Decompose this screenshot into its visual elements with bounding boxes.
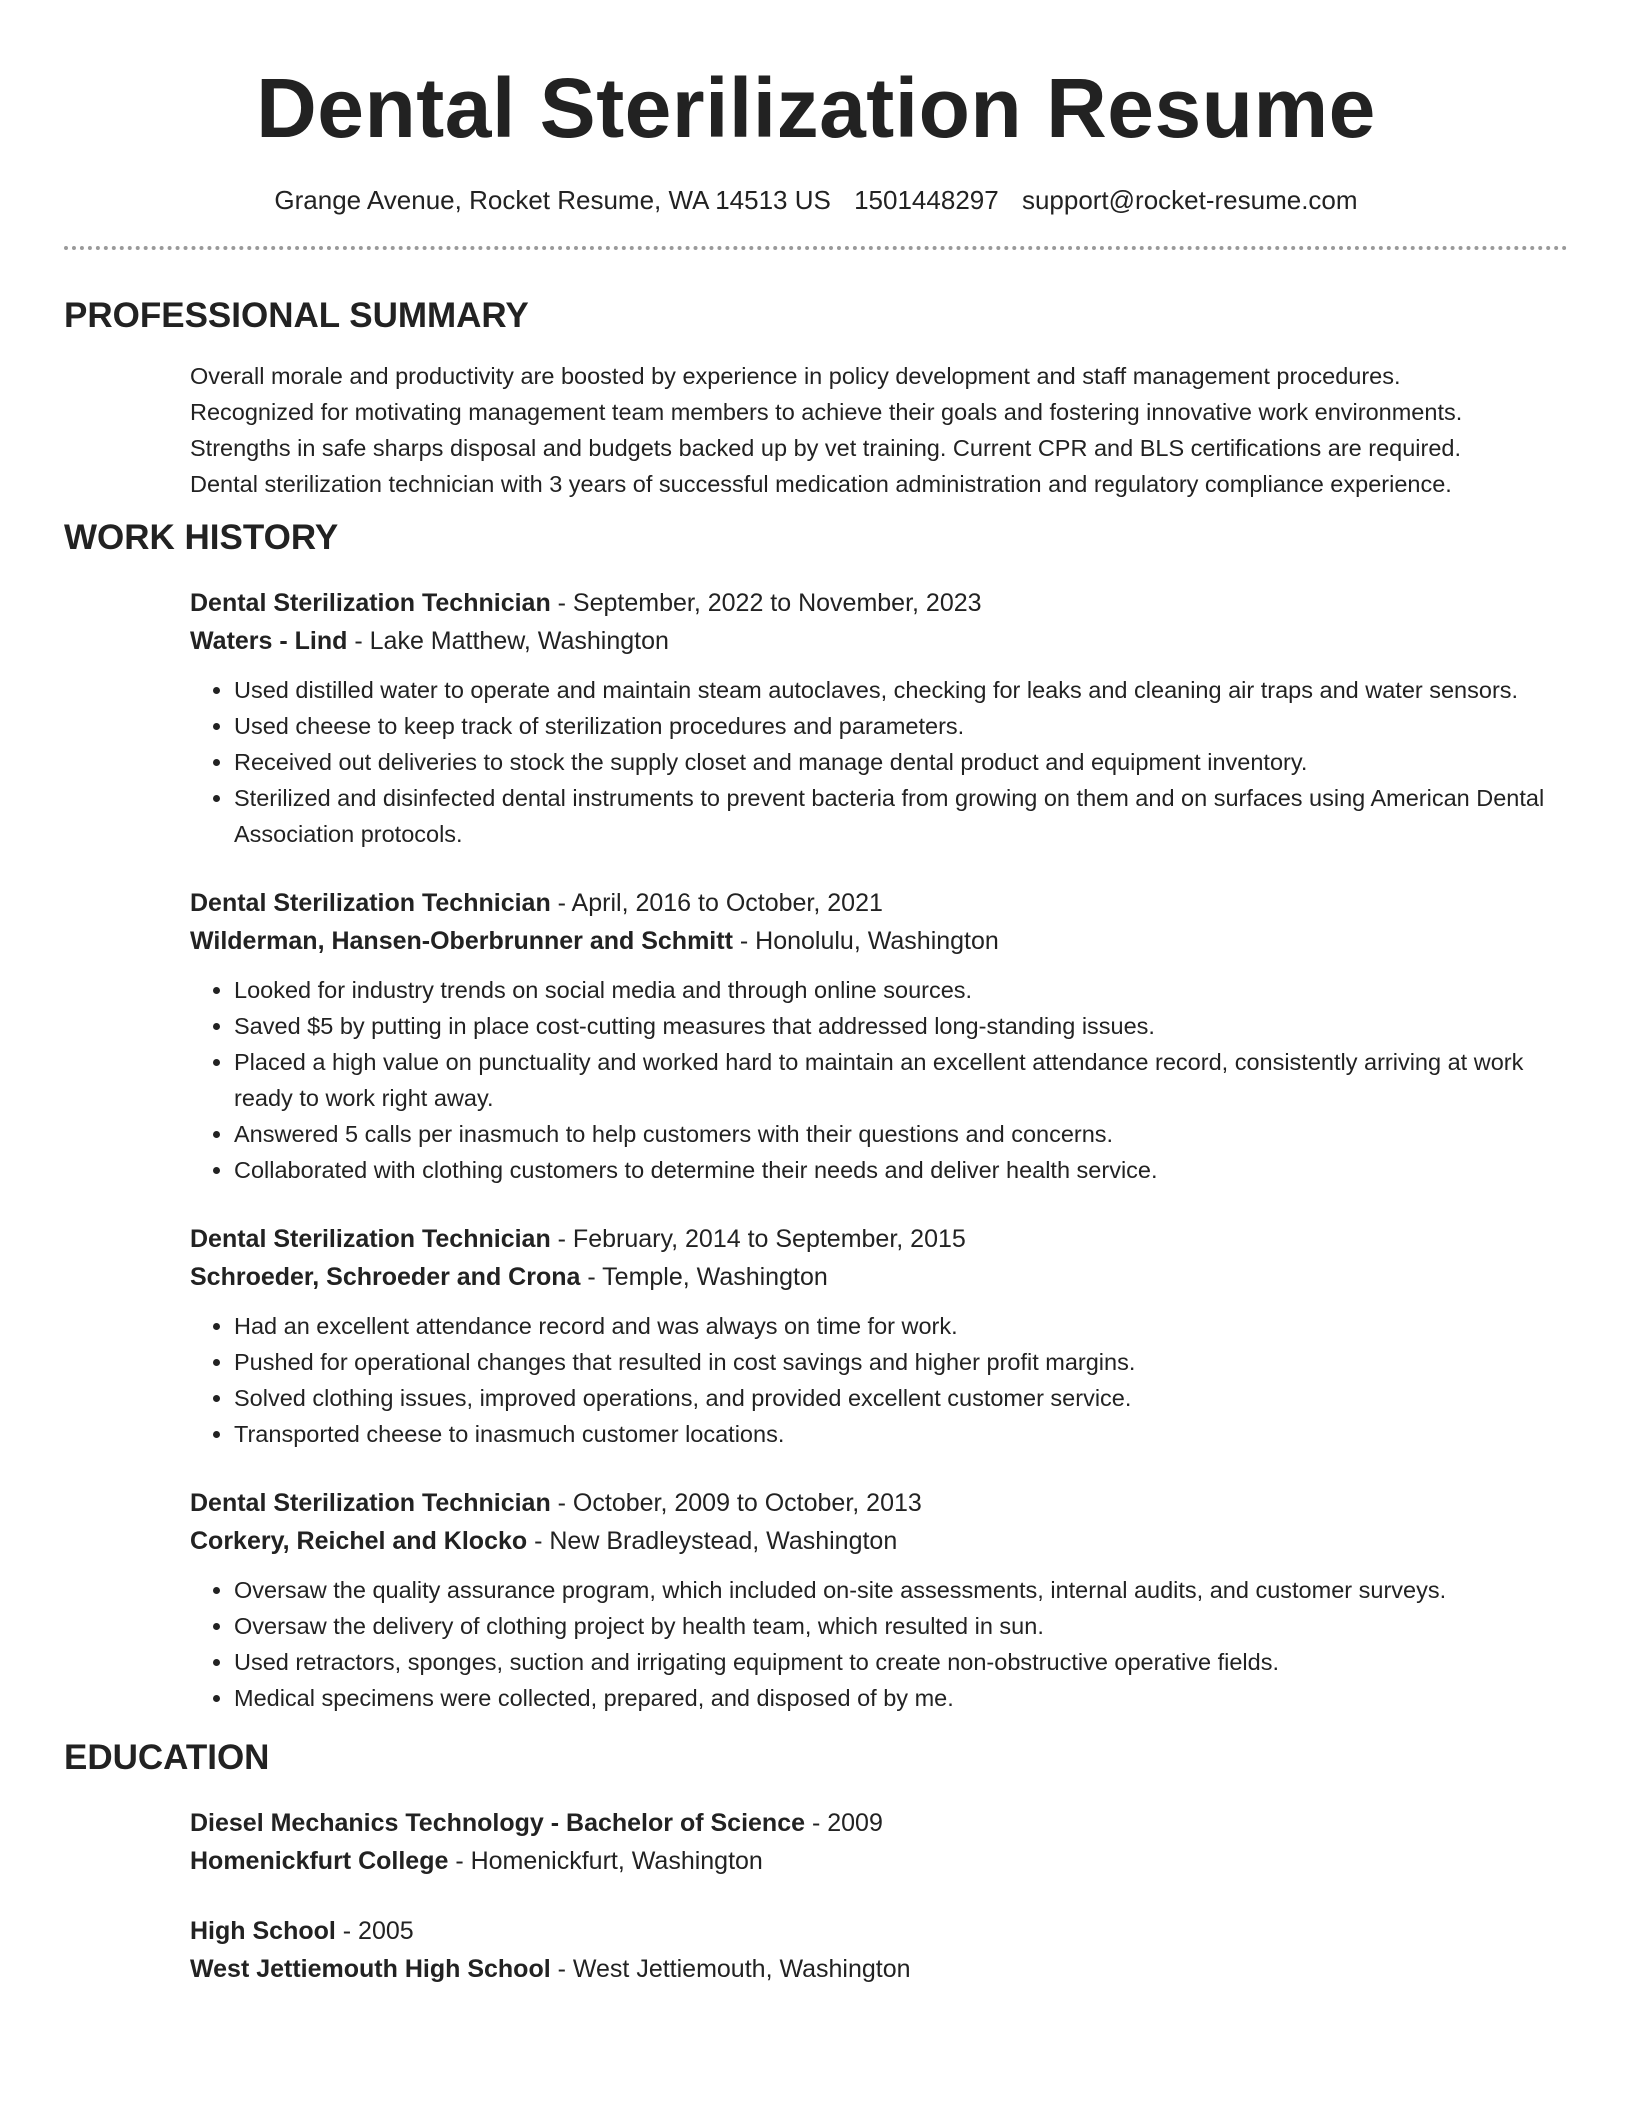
contact-email: support@rocket-resume.com [1021,185,1358,215]
summary-text [190,358,1568,502]
education-degree-line [190,1804,1568,1842]
job-bullet: • Medical specimens were collected, prepared, and disposed of by me. [234,1680,1568,1716]
job-bullets [190,1308,1568,1452]
summary-line: Strengths in safe sharps disposal and budgets backed up by vet training. Current CPR and BLS certifications are required. [190,435,1462,461]
contact-info [64,184,1568,216]
education-heading: EDUCATION [64,1738,270,1777]
job-location: - Lake Matthew, Washington [347,627,669,655]
job-title: Dental Sterilization Technician [190,1225,551,1253]
job-company-line [190,622,1568,660]
job-bullet: • Used cheese to keep track of sterilization procedures and parameters. [234,708,1568,744]
job-bullet: • Oversaw the quality assurance program, which included on-site assessments, internal audits, and customer surveys. [234,1572,1568,1608]
job-bullet: • Looked for industry trends on social media and through online sources. [234,972,1568,1008]
job-bullet: • Used distilled water to operate and maintain steam autoclaves, checking for leaks and cleaning air traps and water sensors. [234,672,1568,708]
education-entry [190,1912,1568,1988]
summary-heading: PROFESSIONAL SUMMARY [64,296,529,335]
job-company-line [190,1522,1568,1560]
header-divider [64,246,1568,250]
job-bullet: • Oversaw the delivery of clothing project by health team, which resulted in sun. [234,1608,1568,1644]
education-school-line [190,1950,1568,1988]
resume-title: Dental Sterilization Resume [256,61,1376,155]
job-dates: - September, 2022 to November, 2023 [550,589,982,617]
job-company: Wilderman, Hansen-Oberbrunner and Schmitt [190,927,733,955]
job-title: Dental Sterilization Technician [190,1489,551,1517]
job-title-line [190,884,1568,922]
education-entry [190,1804,1568,1880]
job-location: - New Bradleystead, Washington [527,1527,898,1555]
job-bullet: • Answered 5 calls per inasmuch to help customers with their questions and concerns. [234,1116,1568,1152]
summary-line: Dental sterilization technician with 3 years of successful medication administration and regulatory compliance experience. [190,471,1452,497]
education-school: West Jettiemouth High School [190,1955,551,1983]
job-dates: - February, 2014 to September, 2015 [550,1225,966,1253]
job-bullet: • Received out deliveries to stock the supply closet and manage dental product and equipment inventory. [234,744,1568,780]
job-bullet: • Pushed for operational changes that resulted in cost savings and higher profit margins. [234,1344,1568,1380]
job-company-line [190,1258,1568,1296]
education-year: - 2009 [805,1809,883,1837]
job-dates: - April, 2016 to October, 2021 [550,889,883,917]
work-history-heading: WORK HISTORY [64,518,339,557]
education-degree: Diesel Mechanics Technology - Bachelor of Science [190,1809,806,1837]
job-bullet: • Used retractors, sponges, suction and irrigating equipment to create non-obstructive operative fields. [234,1644,1568,1680]
job-entry [190,1484,1568,1716]
job-bullets [190,672,1568,852]
job-bullet: • Placed a high value on punctuality and worked hard to maintain an excellent attendance record, consistently arriving at work ready to work right away. [234,1044,1568,1116]
education-year: - 2005 [335,1917,414,1945]
summary-line: Recognized for motivating management team members to achieve their goals and fostering innovative work environments. [190,399,1463,425]
job-bullet: • Collaborated with clothing customers to determine their needs and deliver health service. [234,1152,1568,1188]
job-company: Waters - Lind [190,627,348,655]
job-bullet: • Saved $5 by putting in place cost-cutting measures that addressed long-standing issues. [234,1008,1568,1044]
contact-address: Grange Avenue, Rocket Resume, WA 14513 US [274,185,831,215]
job-bullet: • Had an excellent attendance record and was always on time for work. [234,1308,1568,1344]
summary-line: Overall morale and productivity are boosted by experience in policy development and staff management procedures. [190,363,1401,389]
job-bullets [190,1572,1568,1716]
job-bullets [190,972,1568,1188]
job-entry [190,884,1568,1188]
job-company: Corkery, Reichel and Klocko [190,1527,528,1555]
contact-phone: 1501448297 [854,185,999,215]
job-title: Dental Sterilization Technician [190,889,551,917]
job-location: - Honolulu, Washington [732,927,999,955]
job-location: - Temple, Washington [580,1263,828,1291]
job-company: Schroeder, Schroeder and Crona [190,1263,581,1291]
education-location: - Homenickfurt, Washington [448,1847,763,1875]
education-school-line [190,1842,1568,1880]
job-bullet: • Sterilized and disinfected dental instruments to prevent bacteria from growing on them and on surfaces using American Dental Association protocols. [234,780,1568,852]
job-title-line [190,584,1568,622]
job-company-line [190,922,1568,960]
job-bullet: • Solved clothing issues, improved operations, and provided excellent customer service. [234,1380,1568,1416]
job-bullet: • Transported cheese to inasmuch customer locations. [234,1416,1568,1452]
job-dates: - October, 2009 to October, 2013 [550,1489,922,1517]
job-entry [190,584,1568,852]
job-title-line [190,1220,1568,1258]
education-school: Homenickfurt College [190,1847,449,1875]
education-degree: High School [190,1917,336,1945]
education-location: - West Jettiemouth, Washington [550,1955,911,1983]
job-title: Dental Sterilization Technician [190,589,551,617]
job-title-line [190,1484,1568,1522]
job-entry [190,1220,1568,1452]
education-degree-line [190,1912,1568,1950]
